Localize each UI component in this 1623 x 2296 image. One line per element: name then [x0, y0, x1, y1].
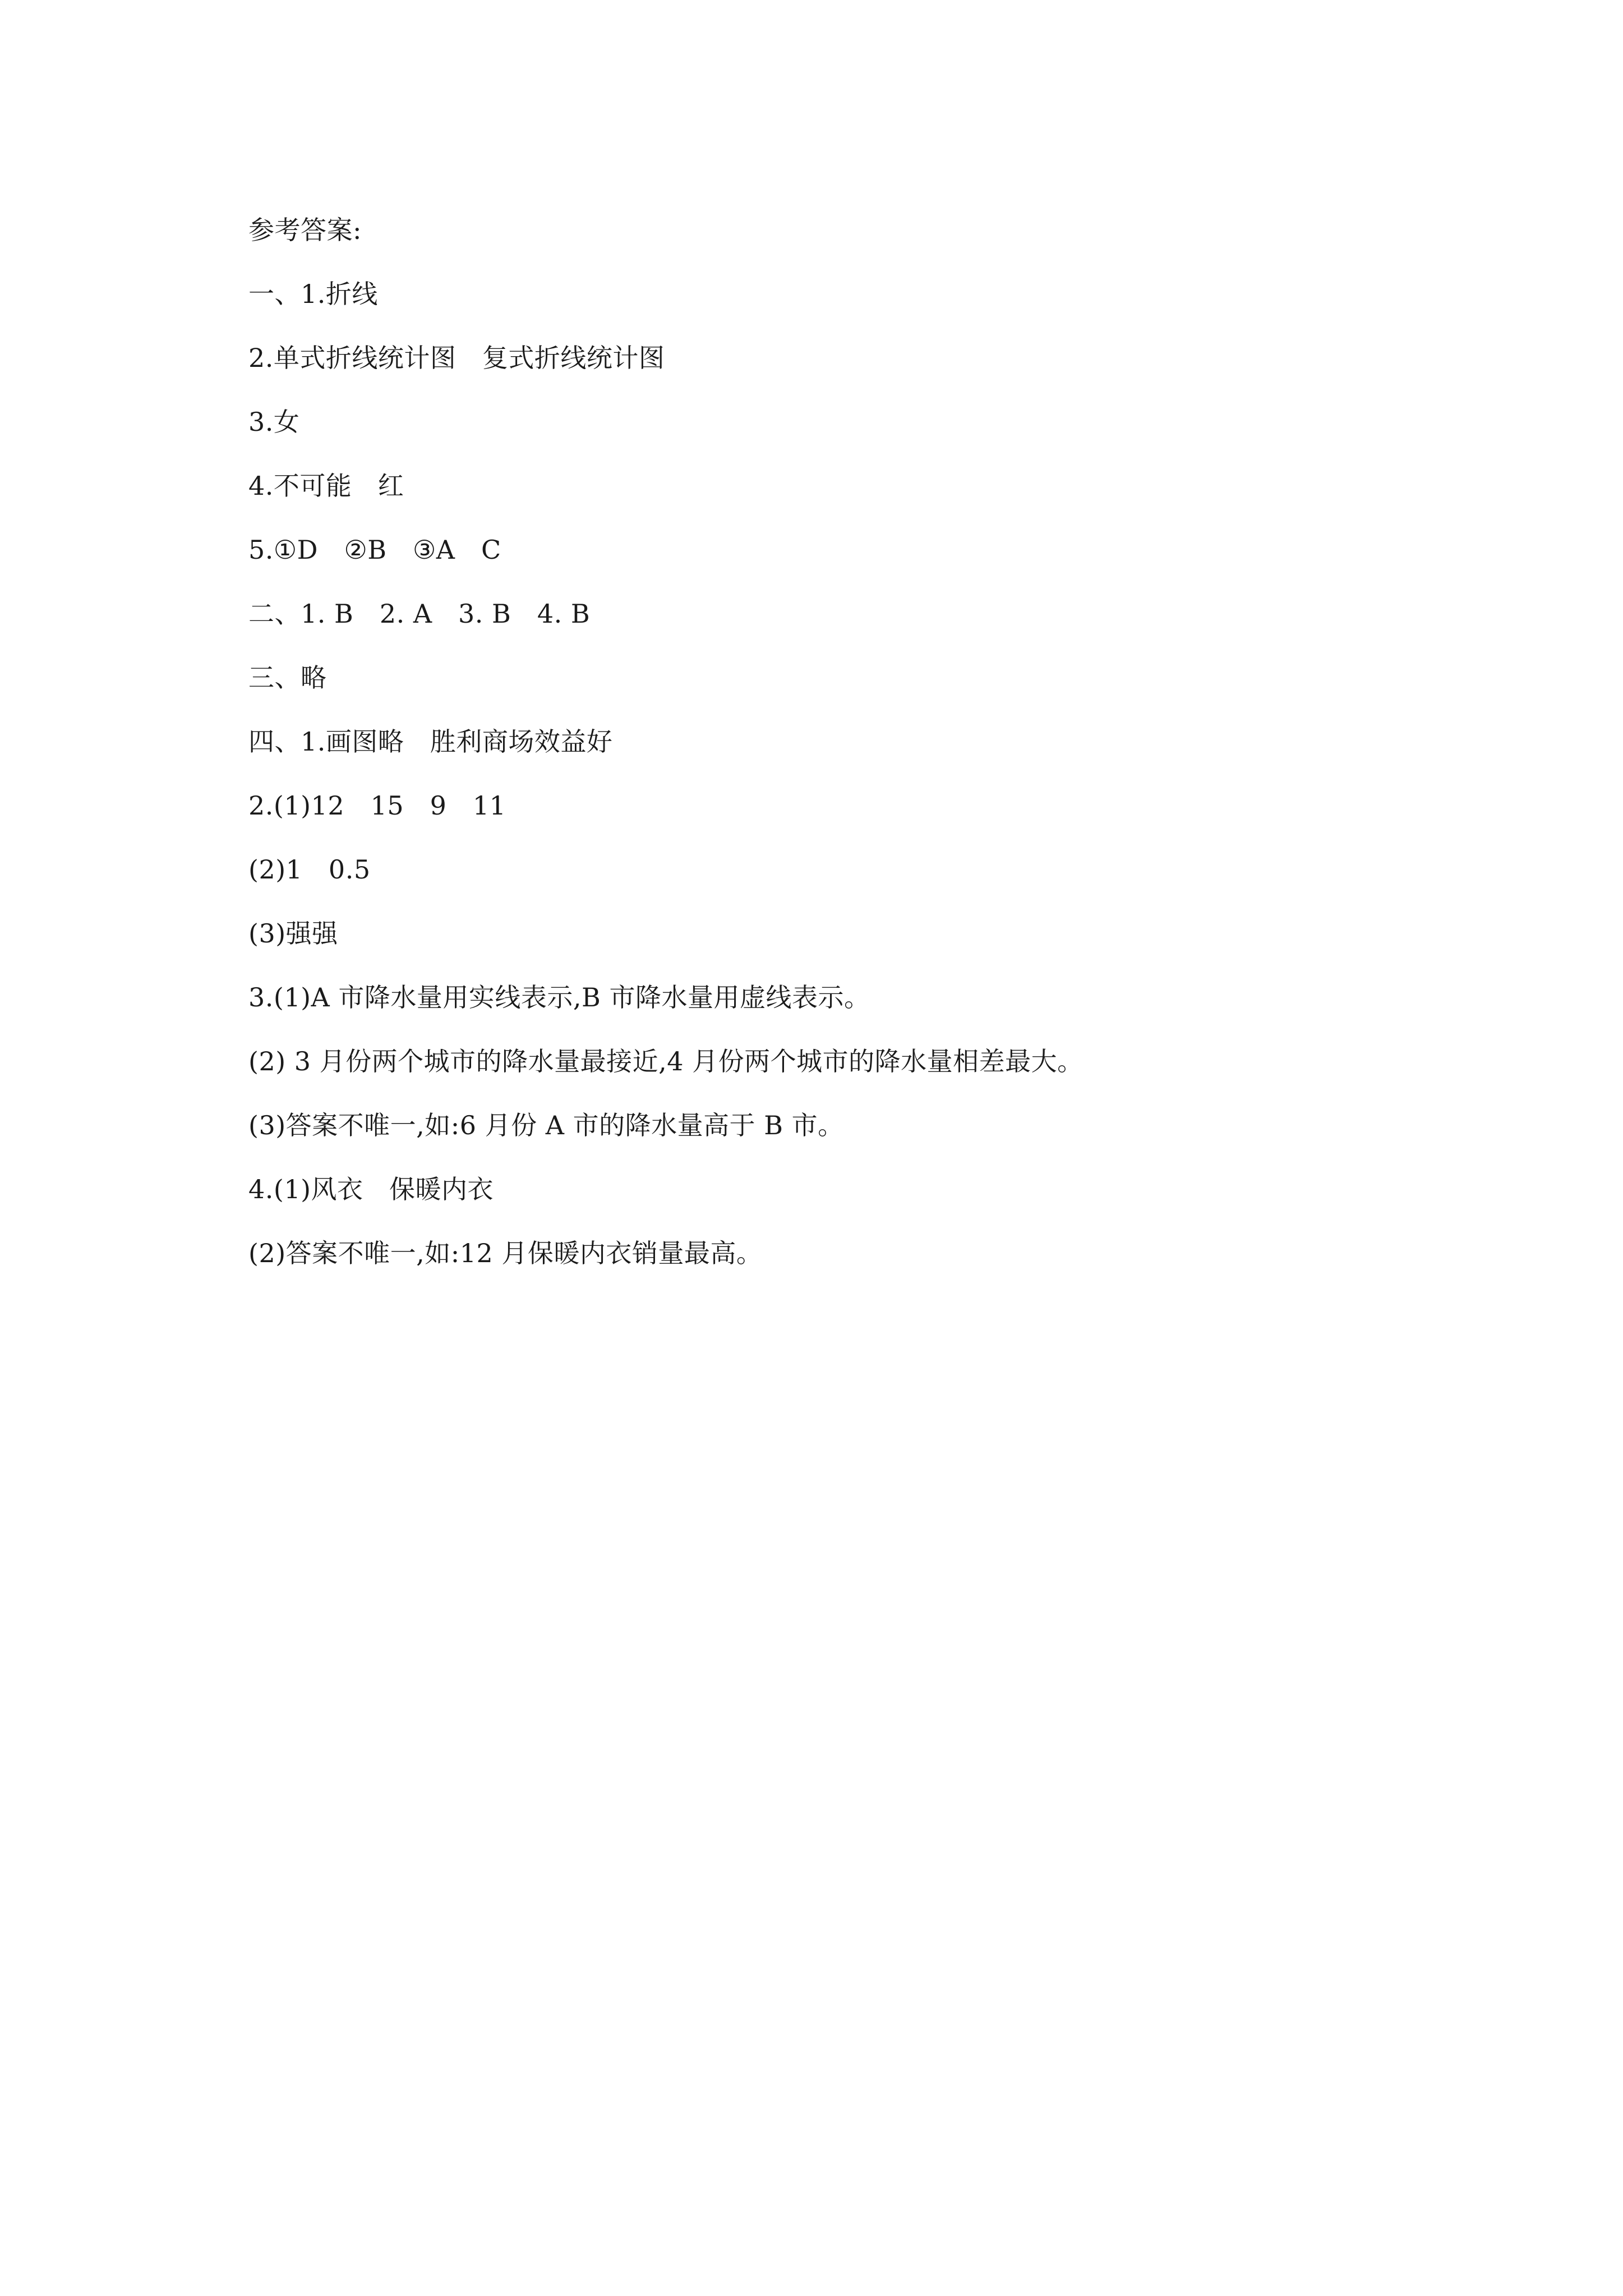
answer-line-3: 3.女 — [248, 407, 300, 437]
answer-line-13: (2) 3 月份两个城市的降水量最接近,4 月份两个城市的降水量相差最大。 — [248, 1046, 1083, 1076]
answer-line-11: (3)强强 — [248, 918, 338, 949]
answer-line-1: 一、1.折线 — [248, 279, 378, 309]
answer-heading: 参考答案: — [248, 215, 362, 245]
answer-line-14: (3)答案不唯一,如:6 月份 A 市的降水量高于 B 市。 — [248, 1110, 844, 1140]
answer-line-12: 3.(1)A 市降水量用实线表示,B 市降水量用虚线表示。 — [248, 982, 870, 1013]
answer-line-6: 二、1. B 2. A 3. B 4. B — [248, 599, 591, 629]
answer-line-2: 2.单式折线统计图 复式折线统计图 — [248, 343, 665, 373]
answer-line-8: 四、1.画图略 胜利商场效益好 — [248, 726, 613, 757]
answer-line-16: (2)答案不唯一,如:12 月保暖内衣销量最高。 — [248, 1238, 763, 1268]
answer-key — [248, 210, 1426, 1297]
answer-line-5: 5.①D ②B ③A C — [248, 535, 501, 565]
answer-line-7: 三、略 — [248, 662, 327, 693]
answer-line-4: 4.不可能 红 — [248, 471, 404, 501]
answer-line-9: 2.(1)12 15 9 11 — [248, 790, 506, 821]
answer-line-10: (2)1 0.5 — [248, 854, 371, 885]
answer-line-15: 4.(1)风衣 保暖内衣 — [248, 1174, 494, 1204]
